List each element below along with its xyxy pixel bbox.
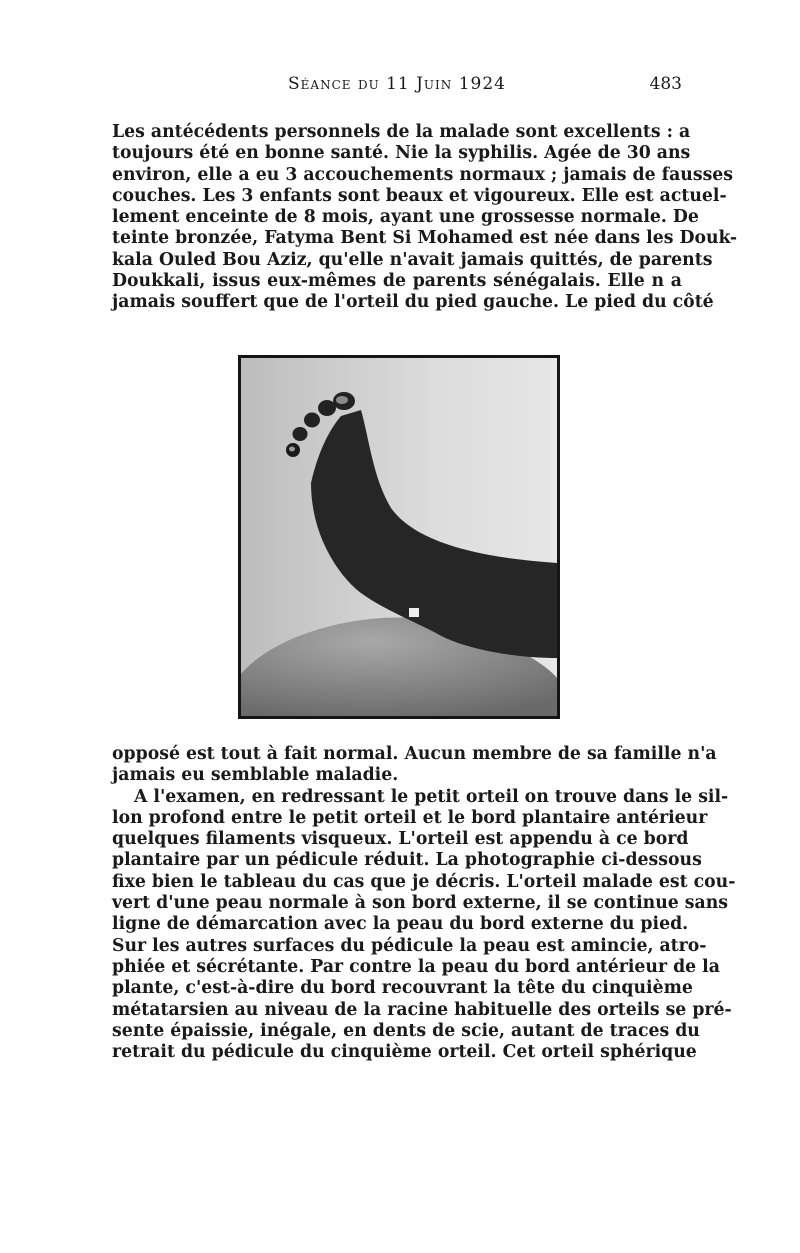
text-line: jamais souffert que de l'orteil du pied gauche. Le pied du côté bbox=[112, 292, 714, 313]
text-line: retrait du pédicule du cinquième orteil. Cet orteil sphérique bbox=[112, 1042, 697, 1063]
text-line: kala Ouled Bou Aziz, qu'elle n'avait jamais quittés, de parents bbox=[112, 249, 713, 270]
text-line: plante, c'est-à-dire du bord recouvrant la tête du cinquième bbox=[112, 978, 693, 999]
text-line: Les antécédents personnels de la malade sont excellents : a bbox=[112, 122, 691, 142]
text-line: métatarsien au niveau de la racine habituelle des orteils se pré- bbox=[112, 999, 732, 1020]
text-line: couches. Les 3 enfants sont beaux et vigoureux. Elle est actuel- bbox=[112, 185, 727, 206]
text-line: vert d'une peau normale à son bord externe, il se continue sans bbox=[112, 893, 729, 914]
page-number: 483 bbox=[649, 74, 682, 94]
text-line: toujours été en bonne santé. Nie la syphilis. Agée de 30 ans bbox=[112, 143, 691, 164]
text-line: opposé est tout à fait normal. Aucun membre de sa famille n'a bbox=[112, 744, 717, 764]
text-line: sente épaissie, inégale, en dents de scie, autant de traces du bbox=[112, 1020, 700, 1041]
text-line: environ, elle a eu 3 accouchements normaux ; jamais de fausses bbox=[112, 164, 734, 185]
text-line: jamais eu semblable maladie. bbox=[112, 765, 399, 786]
text-line: quelques filaments visqueux. L'orteil est appendu à ce bord bbox=[112, 829, 689, 850]
text-line: teinte bronzée, Fatyma Bent Si Mohamed est née dans les Douk- bbox=[112, 228, 737, 249]
foot-photograph bbox=[238, 355, 560, 719]
paragraph-bottom bbox=[112, 744, 736, 1063]
text-line: Sur les autres surfaces du pédicule la peau est amincie, atro- bbox=[112, 935, 707, 956]
text-line: plantaire par un pédicule réduit. La photographie ci-dessous bbox=[112, 850, 702, 871]
text-line: Doukkali, issus eux-mêmes de parents sénégalais. Elle n a bbox=[112, 271, 682, 292]
text-line: ligne de démarcation avec la peau du bord externe du pied. bbox=[112, 914, 689, 935]
text-line: A l'examen, en redressant le petit orteil on trouve dans le sil- bbox=[134, 786, 729, 807]
text-line: lement enceinte de 8 mois, ayant une grossesse normale. De bbox=[112, 207, 699, 228]
page-header bbox=[112, 74, 682, 104]
text-line: phiée et sécrétante. Par contre la peau du bord antérieur de la bbox=[112, 956, 720, 977]
foot-photograph-image bbox=[241, 358, 557, 716]
text-line: lon profond entre le petit orteil et le bord plantaire antérieur bbox=[112, 807, 708, 828]
running-head: Séance du 11 Juin 1924 bbox=[288, 74, 506, 94]
text-line: fixe bien le tableau du cas que je décris. L'orteil malade est cou- bbox=[112, 871, 736, 892]
paragraph-top bbox=[112, 122, 737, 314]
